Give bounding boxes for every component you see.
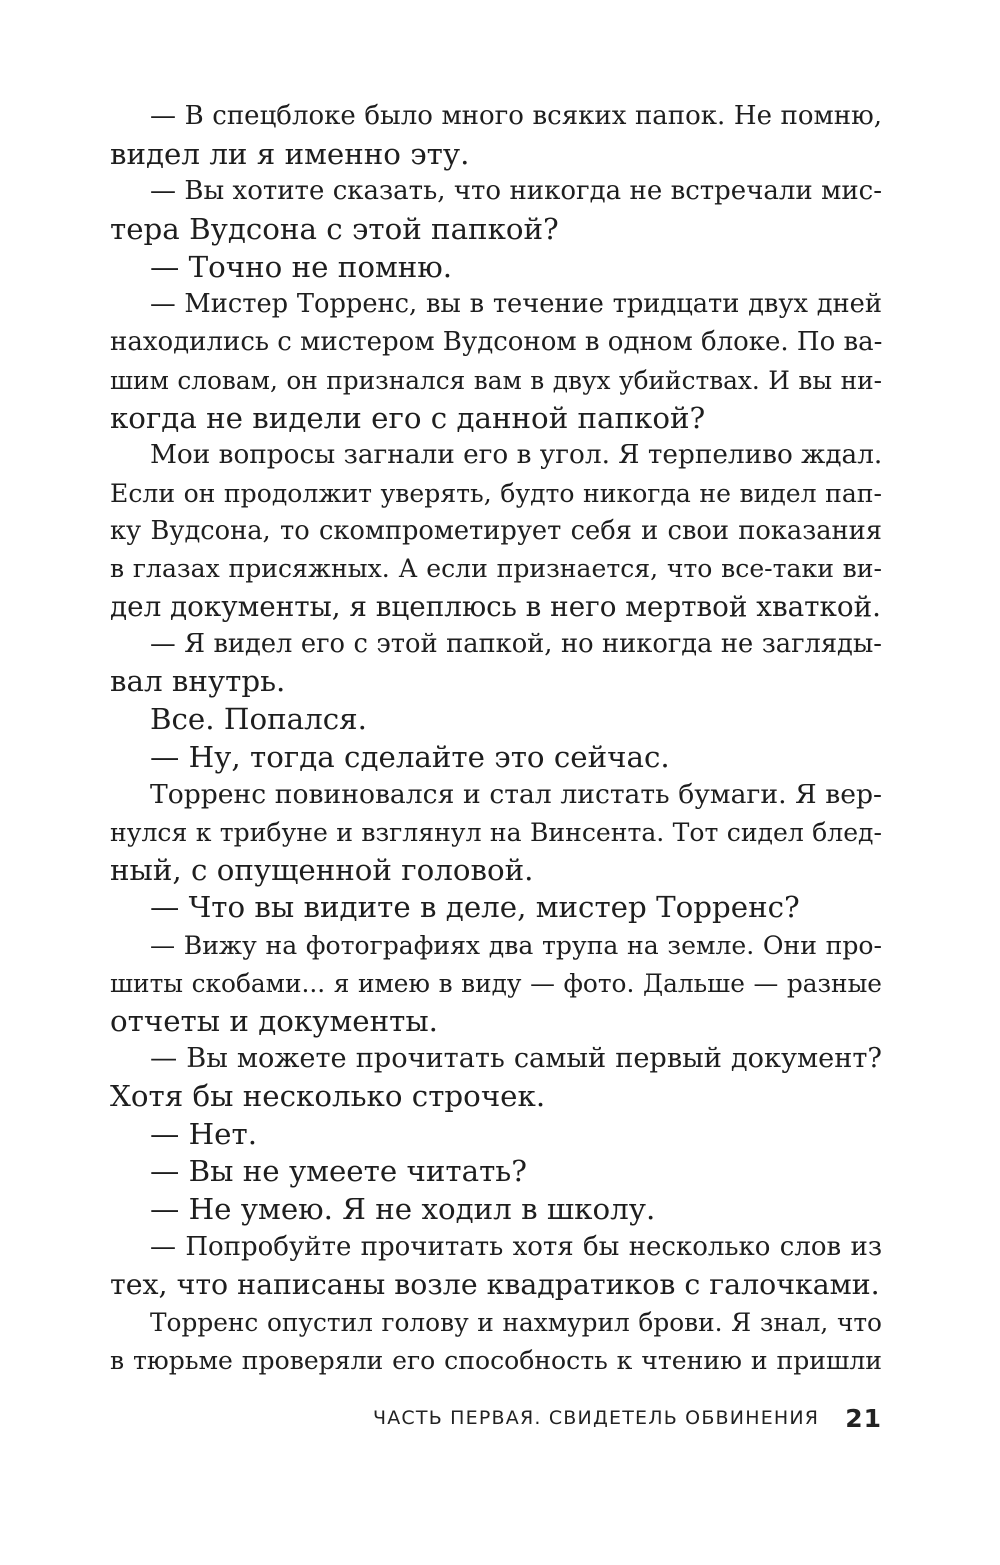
text-line: — Вы можете прочитать самый первый документ? — [150, 1043, 882, 1075]
text-line: тех, что написаны возле квадратиков с галочками. — [110, 1268, 880, 1302]
text-line: дел документы, я вцеплюсь в него мертвой хваткой. — [110, 589, 882, 623]
text-line: отчеты и документы. — [110, 1003, 438, 1038]
text-line: — Ну, тогда сделайте это сейчас. — [150, 739, 670, 774]
text-line: — Вижу на фотографиях два трупа на земле. Они про- — [150, 931, 882, 961]
text-line: — Точно не помню. — [150, 249, 453, 284]
text-line: находились с мистером Вудсоном в одном блоке. По ва- — [110, 327, 883, 358]
body-text — [110, 98, 882, 1379]
page-footer — [110, 1398, 882, 1438]
text-line: вал внутрь. — [110, 664, 286, 699]
text-line: в тюрьме проверяли его способность к чтению и пришли — [110, 1345, 882, 1375]
text-line: — Не умею. Я не ходил в школу. — [150, 1191, 656, 1226]
text-line: когда не видели его с данной папкой? — [110, 400, 706, 435]
text-line: тера Вудсона с этой папкой? — [110, 212, 559, 247]
text-line: — Попробуйте прочитать хотя бы несколько слов из — [150, 1231, 882, 1262]
text-line: видел ли я именно эту. — [110, 136, 470, 171]
text-line: — Что вы видите в деле, мистер Торренс? — [150, 890, 800, 925]
running-head: ЧАСТЬ ПЕРВАЯ. СВИДЕТЕЛЬ ОБВИНЕНИЯ — [373, 1407, 820, 1429]
text-line: — В спецблоке было много всяких папок. Не помню, — [150, 101, 882, 131]
text-line: ку Вудсона, то скомпрометирует себя и свои показания — [110, 515, 882, 546]
text-line: Торренс опустил голову и нахмурил брови. Я знал, что — [150, 1308, 882, 1337]
text-line: — Вы не умеете читать? — [150, 1154, 527, 1189]
text-line: Торренс повиновался и стал листать бумаги. Я вер- — [150, 779, 882, 811]
text-line: Если он продолжит уверять, будто никогда не видел пап- — [110, 478, 882, 508]
text-line: Мои вопросы загнали его в угол. Я терпеливо ждал. — [150, 440, 883, 471]
text-line: Все. Попался. — [150, 702, 367, 736]
text-line: — Вы хотите сказать, что никогда не встречали мис- — [150, 176, 882, 207]
text-line: — Нет. — [150, 1116, 258, 1151]
text-line: шим словам, он признался вам в двух убийствах. И вы ни- — [110, 365, 882, 395]
text-line: — Я видел его с этой папкой, но никогда не загляды- — [150, 628, 882, 659]
text-line: Хотя бы несколько строчек. — [110, 1078, 546, 1113]
text-line: в глазах присяжных. А если признается, что все-таки ви- — [110, 554, 882, 584]
text-line: — Мистер Торренс, вы в течение тридцати двух дней — [150, 289, 882, 320]
text-line: шиты скобами... я имею в виду — фото. Дальше — разные — [110, 968, 882, 998]
text-line: нулся к трибуне и взглянул на Винсента. Тот сидел блед- — [110, 818, 882, 848]
text-line: ный, с опущенной головой. — [110, 852, 534, 887]
page-number: 21 — [845, 1403, 882, 1433]
